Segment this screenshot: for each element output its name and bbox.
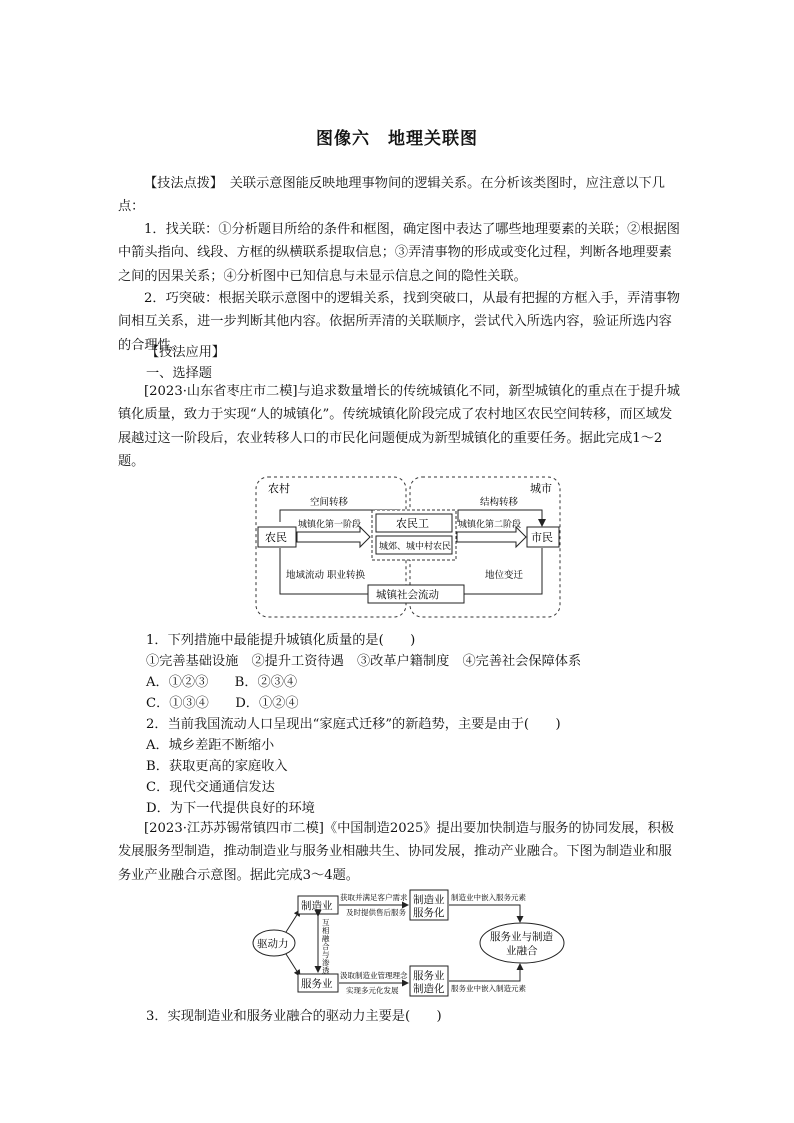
mutual-fusion-char-6: 渗 [322,958,330,967]
right-top-label: 制造业中嵌入服务元素 [451,893,526,902]
question-2-option-c: C．现代交通通信发达 [146,780,275,795]
mutual-fusion-char-3: 融 [322,934,330,943]
section-heading: 一、选择题 [146,366,212,381]
manufacturization-line-1: 服务业 [413,970,445,982]
stage-2-label: 城镇化第二阶段 [458,520,522,530]
manufacturization-to-fusion-line [449,964,520,981]
status-label: 地位变迁 [485,570,524,581]
bottom-label-2: 实现多元化发展 [346,986,399,995]
servitization-line-2: 服务化 [413,907,445,919]
passage-1: [2023·山东省枣庄市二模]与追求数量增长的传统城镇化不同，新型城镇化的重点在于提升城镇化质量，致力于实现“人的城镇化”。传统城镇化阶段完成了农村地区农民空间转移，而区域发展越过这一阶段后，农业转移人口的市民化问题便成为新型城镇化的重要任务。据此完成1～2题。 [118,384,680,470]
mutual-fusion-char-5: 与 [322,950,330,959]
skill-tip-text: 关联示意图能反映地理事物间的逻辑关系。在分析该类图时，应注意以下几点： [118,176,665,215]
apply-label: 【技法应用】 [146,345,226,360]
skill-tip-label: 【技法点拨】 [144,176,217,191]
service-label: 服务业 [301,978,333,990]
fusion-ellipse [480,923,564,963]
page-title: 图像六 地理关联图 [316,129,478,149]
citizen-label: 市民 [531,531,553,544]
farmer-label: 农民 [265,531,287,544]
suburb-farmer-label: 城郊、城中村农民 [379,542,452,552]
mutual-fusion-char-4: 合 [322,942,330,951]
migrant-worker-label: 农民工 [396,517,429,530]
question-2-stem: 2．当前我国流动人口呈现出“家庭式迁移”的新趋势，主要是由于( ) [146,717,561,732]
manufacturization-line-2: 制造化 [413,983,445,995]
stage-1-arrow [297,527,370,547]
driver-to-service-arrow [286,954,300,976]
servitization-to-fusion-line [449,905,520,922]
question-3-stem: 3．实现制造业和服务业融合的驱动力主要是( ) [146,1009,442,1024]
passage-2: [2023·江苏苏锡常镇四市二模]《中国制造2025》提出要加快制造与服务的协同发展，积极发展服务型制造，推动制造业与服务业相融共生、协同发展，推动产业融合。下图为制造业和服务业产业融合示意图。据此完成3～4题。 [118,821,674,883]
point-1: 1．找关联：①分析题目所给的条件和框图，确定图中表达了哪些地理要素的关联；②根据图中箭头指向、线段、方框的纵横联系提取信息；③弄清事物的形成或变化过程，判断各地理要素之间的因果关系；④分析图中已知信息与未显示信息之间的隐性关联。 [118,222,680,284]
city-label: 城市 [530,482,552,495]
question-2-option-b: B．获取更高的家庭收入 [146,759,288,774]
mutual-fusion-char-2: 相 [322,926,330,935]
stage-2-arrow [457,527,526,547]
fusion-line-2: 业融合 [506,945,538,957]
industry-fusion-diagram [250,888,570,1000]
question-1-items: ①完善基础设施 ②提升工资待遇 ③改革户籍制度 ④完善社会保障体系 [146,654,582,669]
question-1-options-cd: C．①③④ D．①②④ [146,696,299,711]
mutual-fusion-char-7: 透 [322,966,330,975]
manufacturing-label: 制造业 [301,900,333,912]
skill-tip-paragraph [118,172,680,219]
question-2-option-a: A．城乡差距不断缩小 [146,738,275,753]
mutual-fusion-char-1: 互 [322,918,330,927]
rural-label: 农村 [268,482,290,495]
question-2-option-d: D．为下一代提供良好的环境 [146,801,315,816]
top-label-2: 及时提供售后服务 [346,908,406,917]
structural-transfer-label: 结构转移 [480,497,519,508]
driver-label: 驱动力 [257,938,289,950]
spatial-transfer-label: 空间转移 [310,497,349,508]
servitization-line-1: 制造业 [413,894,445,906]
fusion-line-1: 服务业与制造 [490,931,553,943]
right-bottom-label: 服务业中嵌入制造元素 [451,984,526,993]
stage-1-label: 城镇化第一阶段 [298,520,362,530]
point-2: 2．巧突破：根据关联示意图中的逻辑关系，找到突破口，从最有把握的方框入手，弄清事物间相互关系，进一步判断其他内容。依据所弄清的关联顺序，尝试代入所选内容，验证所选内容的合理性。 [118,291,680,353]
question-1-options-ab: A．①②③ B．②③④ [146,675,298,690]
question-1-stem: 1．下列措施中最能提升城镇化质量的是( ) [146,633,416,648]
flow-label: 地域流动 职业转换 [286,570,366,581]
social-flow-label: 城镇社会流动 [376,589,439,601]
bottom-label-1: 汲取制造业管理理念 [340,971,408,980]
urbanization-diagram [250,474,566,620]
top-label-1: 获取并满足客户需求 [340,893,408,902]
